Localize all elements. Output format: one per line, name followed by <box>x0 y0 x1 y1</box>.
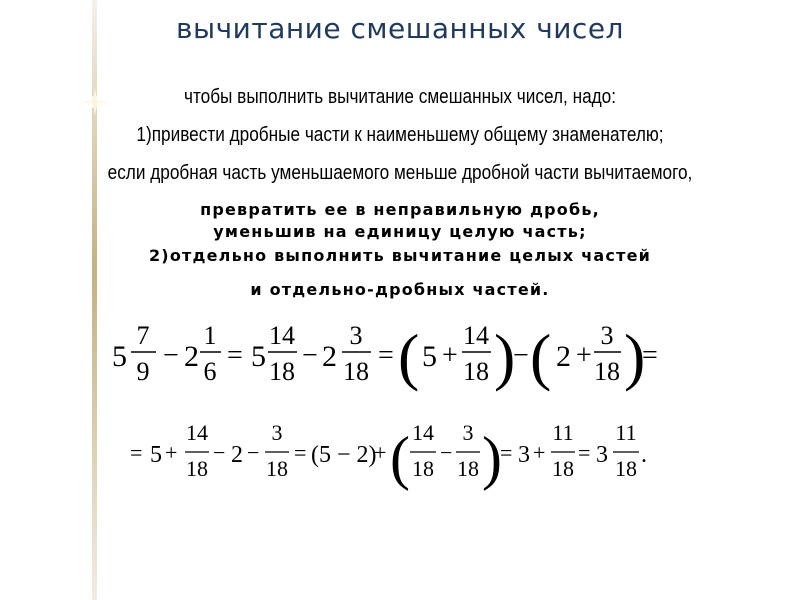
fraction-numerator: 3 <box>271 420 283 445</box>
fraction-numerator: 1 <box>203 321 217 350</box>
minus-sign: − <box>213 440 226 465</box>
equals-sign: = <box>642 340 658 371</box>
fraction-denominator: 18 <box>594 357 620 386</box>
rule-line-convert: превратить ее в неправильную дробь, <box>200 200 600 219</box>
mixed-whole: 5 <box>251 340 266 373</box>
rule-line-intro: чтобы выполнить вычитание смешанных чисел, надо: <box>183 86 617 108</box>
fraction-numerator: 3 <box>462 420 474 445</box>
fraction-denominator: 18 <box>266 456 288 481</box>
fraction-denominator: 6 <box>203 357 217 386</box>
fraction-numerator: 14 <box>412 420 434 445</box>
mixed-whole: 2 <box>184 340 199 373</box>
right-parenthesis: ) <box>624 321 646 392</box>
term-whole: 2 <box>231 442 243 468</box>
group-whole: 5 <box>422 340 437 373</box>
right-parenthesis: ) <box>494 321 516 392</box>
fraction-denominator: 18 <box>457 456 479 481</box>
fraction-numerator: 3 <box>349 321 363 350</box>
mixed-whole: 2 <box>322 340 337 373</box>
minus-sign: − <box>247 440 260 465</box>
fraction-numerator: 14 <box>186 420 208 445</box>
rule-line-step1: 1)привести дробные части к наименьшему общему знаменателю; <box>136 124 664 146</box>
plus-sign: + <box>442 340 458 371</box>
fraction-numerator: 7 <box>136 321 150 350</box>
fraction-numerator: 14 <box>269 321 295 350</box>
plus-sign: + <box>533 440 546 465</box>
left-parenthesis: ( <box>390 425 410 491</box>
plus-sign: + <box>165 440 178 465</box>
equals-sign: = <box>227 340 243 371</box>
equals-sign: = <box>294 440 307 465</box>
slide-title: вычитание смешанных чисел <box>176 12 624 45</box>
right-parenthesis: ) <box>482 425 502 491</box>
term-whole: 3 <box>518 442 530 468</box>
rule-line-decrease: уменьшив на единицу целую часть; <box>213 222 587 241</box>
mixed-whole: 5 <box>112 340 127 373</box>
minus-sign: − <box>163 340 179 371</box>
result-whole: 3 <box>596 442 608 468</box>
equals-sign: = <box>130 440 143 465</box>
equation-row-1 <box>112 321 658 392</box>
minus-sign: − <box>302 340 318 371</box>
equals-sign: = <box>500 440 513 465</box>
fraction-denominator: 18 <box>552 456 574 481</box>
fraction-denominator: 18 <box>463 357 489 386</box>
period: . <box>641 442 647 468</box>
left-parenthesis: ( <box>398 321 420 392</box>
fraction-numerator: 14 <box>463 321 489 350</box>
equals-sign: = <box>578 440 591 465</box>
fraction-numerator: 11 <box>552 420 574 445</box>
plus-sign: + <box>576 340 592 371</box>
fraction-denominator: 9 <box>136 357 150 386</box>
fraction-denominator: 18 <box>343 357 369 386</box>
fraction-denominator: 18 <box>269 357 295 386</box>
left-parenthesis: ( <box>530 321 552 392</box>
fraction-denominator: 18 <box>186 456 208 481</box>
term-whole: 5 <box>150 442 162 468</box>
whole-parts-difference: (5 − 2) <box>311 442 377 468</box>
group-whole: 2 <box>556 340 571 373</box>
equals-sign: = <box>378 340 394 371</box>
rule-line-step2: 2)отдельно выполнить вычитание целых частей <box>148 246 652 265</box>
equation-row-2 <box>130 420 647 491</box>
fraction-numerator: 11 <box>615 420 637 445</box>
fraction-denominator: 18 <box>615 456 637 481</box>
fraction-denominator: 18 <box>412 456 434 481</box>
fraction-numerator: 3 <box>600 321 614 350</box>
plus-sign: + <box>374 440 387 465</box>
minus-sign: − <box>513 340 529 371</box>
rule-line-condition: если дробная часть уменьшаемого меньше дробной части вычитаемого, <box>107 162 693 184</box>
rule-line-step2-cont: и отдельно-дробных частей. <box>250 280 550 299</box>
minus-sign: − <box>440 440 453 465</box>
